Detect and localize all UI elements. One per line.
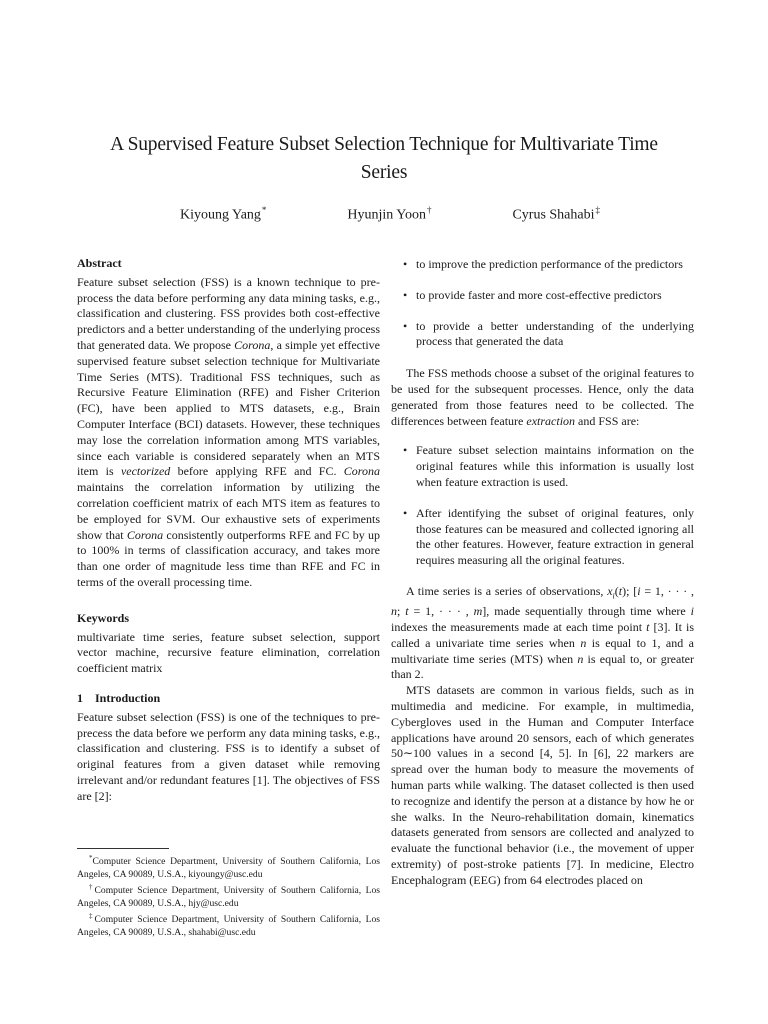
paper-title: A Supervised Feature Subset Selection Technique for Multivariate Time Series bbox=[110, 134, 658, 183]
intro-text: Feature subset selection (FSS) is one of the techniques to pre-precess the data before we perform any data mining tasks, e.g., classification and clustering. FSS is to identify a subset of original features from a given dataset while removing irrelevant and/or redundant features [1]. The objectives of FSS are [2]: bbox=[77, 709, 380, 803]
objectives-list bbox=[391, 257, 694, 350]
abstract-heading: Abstract bbox=[77, 256, 122, 270]
footnote: *Computer Science Department, University of Southern California, Los Angeles, CA 90089, U.S.A., kiyoungy@usc.edu bbox=[77, 854, 380, 880]
section-heading: 1 Introduction bbox=[77, 690, 161, 705]
left-column bbox=[77, 256, 380, 805]
mts-paragraph: MTS datasets are common in various fields, such as in multimedia and medicine. For example, in multimedia, Cybergloves used in the Human and Computer Interface applications have around 20 sensors, each of which generates 50∼100 values in a second [4, 5]. In [6], 22 markers are spread over the human body to measure the movements of human parts while walking. The dataset collected is then used to recognize and identify the person at a distance by how he or she walks. In the Neuro-rehabilitation domain, kinematics datasets generated from sensors are collected and analyzed to evaluate the functional behavior (i.e., the movement of upper extremity) of post-stroke patients [7]. In medicine, Electro Encephalogram (EEG) from 64 electrodes placed on bbox=[391, 683, 694, 887]
author: Cyrus Shahabi‡ bbox=[512, 205, 600, 223]
author-list bbox=[180, 205, 600, 224]
author: Kiyoung Yang* bbox=[180, 205, 267, 223]
list-item: • to provide a better understanding of the underlying process that generated the data bbox=[391, 319, 694, 351]
footnote: †Computer Science Department, University of Southern California, Los Angeles, CA 90089, U.S.A., hjy@usc.edu bbox=[77, 883, 380, 909]
fss-methods-paragraph: The FSS methods choose a subset of the original features to be used for the subsequent processes. Hence, only the data generated from those features need to be collected. The differences between feature extraction and FSS are: bbox=[391, 366, 694, 428]
author: Hyunjin Yoon† bbox=[347, 205, 432, 223]
right-column bbox=[391, 257, 694, 888]
list-item: • After identifying the subset of original features, only those features can be measured and collected ignoring all the other features. However, feature extraction in general requires measuring all the original features. bbox=[391, 506, 694, 569]
list-item: • to improve the prediction performance of the predictors bbox=[391, 257, 694, 273]
differences-list bbox=[391, 443, 694, 569]
keywords-heading: Keywords bbox=[77, 610, 129, 625]
timeseries-paragraph: A time series is a series of observations, $x_i(t)$; [i = 1, · · · , n; t = 1, · · · , m], made sequentially through time where i indexes the measurements made at each time point t [3]. It is called a univariate time series when n is equal to 1, and a multivariate time series (MTS) when n is equal to, or greater than 2. bbox=[391, 583, 695, 682]
abstract-text: Feature subset selection (FSS) is a known technique to pre-process the data before performing any data mining tasks, e.g., classification and clustering. FSS provides both cost-effective predictors and a better understanding of the underlying process that generated data. We propose Corona, a simple yet effective supervised feature subset selection technique for Multivariate Time Series (MTS). Traditional FSS techniques, such as Recursive Feature Elimination (RFE) and Fisher Criterion (FC), have been applied to MTS datasets, e.g., Brain Computer Interface (BCI) datasets. However, these techniques may lose the correlation information among MTS variables, since each variable is considered separately when an MTS item is vectorized before applying RFE and FC. Corona maintains the correlation information by utilizing the correlation coefficient matrix of each MTS item as features to be employed for SVM. Our exhaustive sets of experiments show that Corona consistently outperforms RFE and FC by up to 100% in terms of classification accuracy, and takes more than one order of magnitude less time than RFE and FC in terms of the overall processing time. bbox=[77, 274, 380, 589]
footnote-rule bbox=[77, 848, 169, 849]
list-item: • to provide faster and more cost-effective predictors bbox=[391, 288, 694, 304]
keywords-text: multivariate time series, feature subset selection, support vector machine, recursive feature elimination, correlation coefficient matrix bbox=[77, 629, 380, 676]
footnotes bbox=[77, 848, 380, 939]
footnote: ‡Computer Science Department, University of Southern California, Los Angeles, CA 90089, U.S.A., shahabi@usc.edu bbox=[77, 912, 380, 938]
list-item: • Feature subset selection maintains information on the original features while this information is usually lost when feature extraction is used. bbox=[391, 443, 694, 490]
